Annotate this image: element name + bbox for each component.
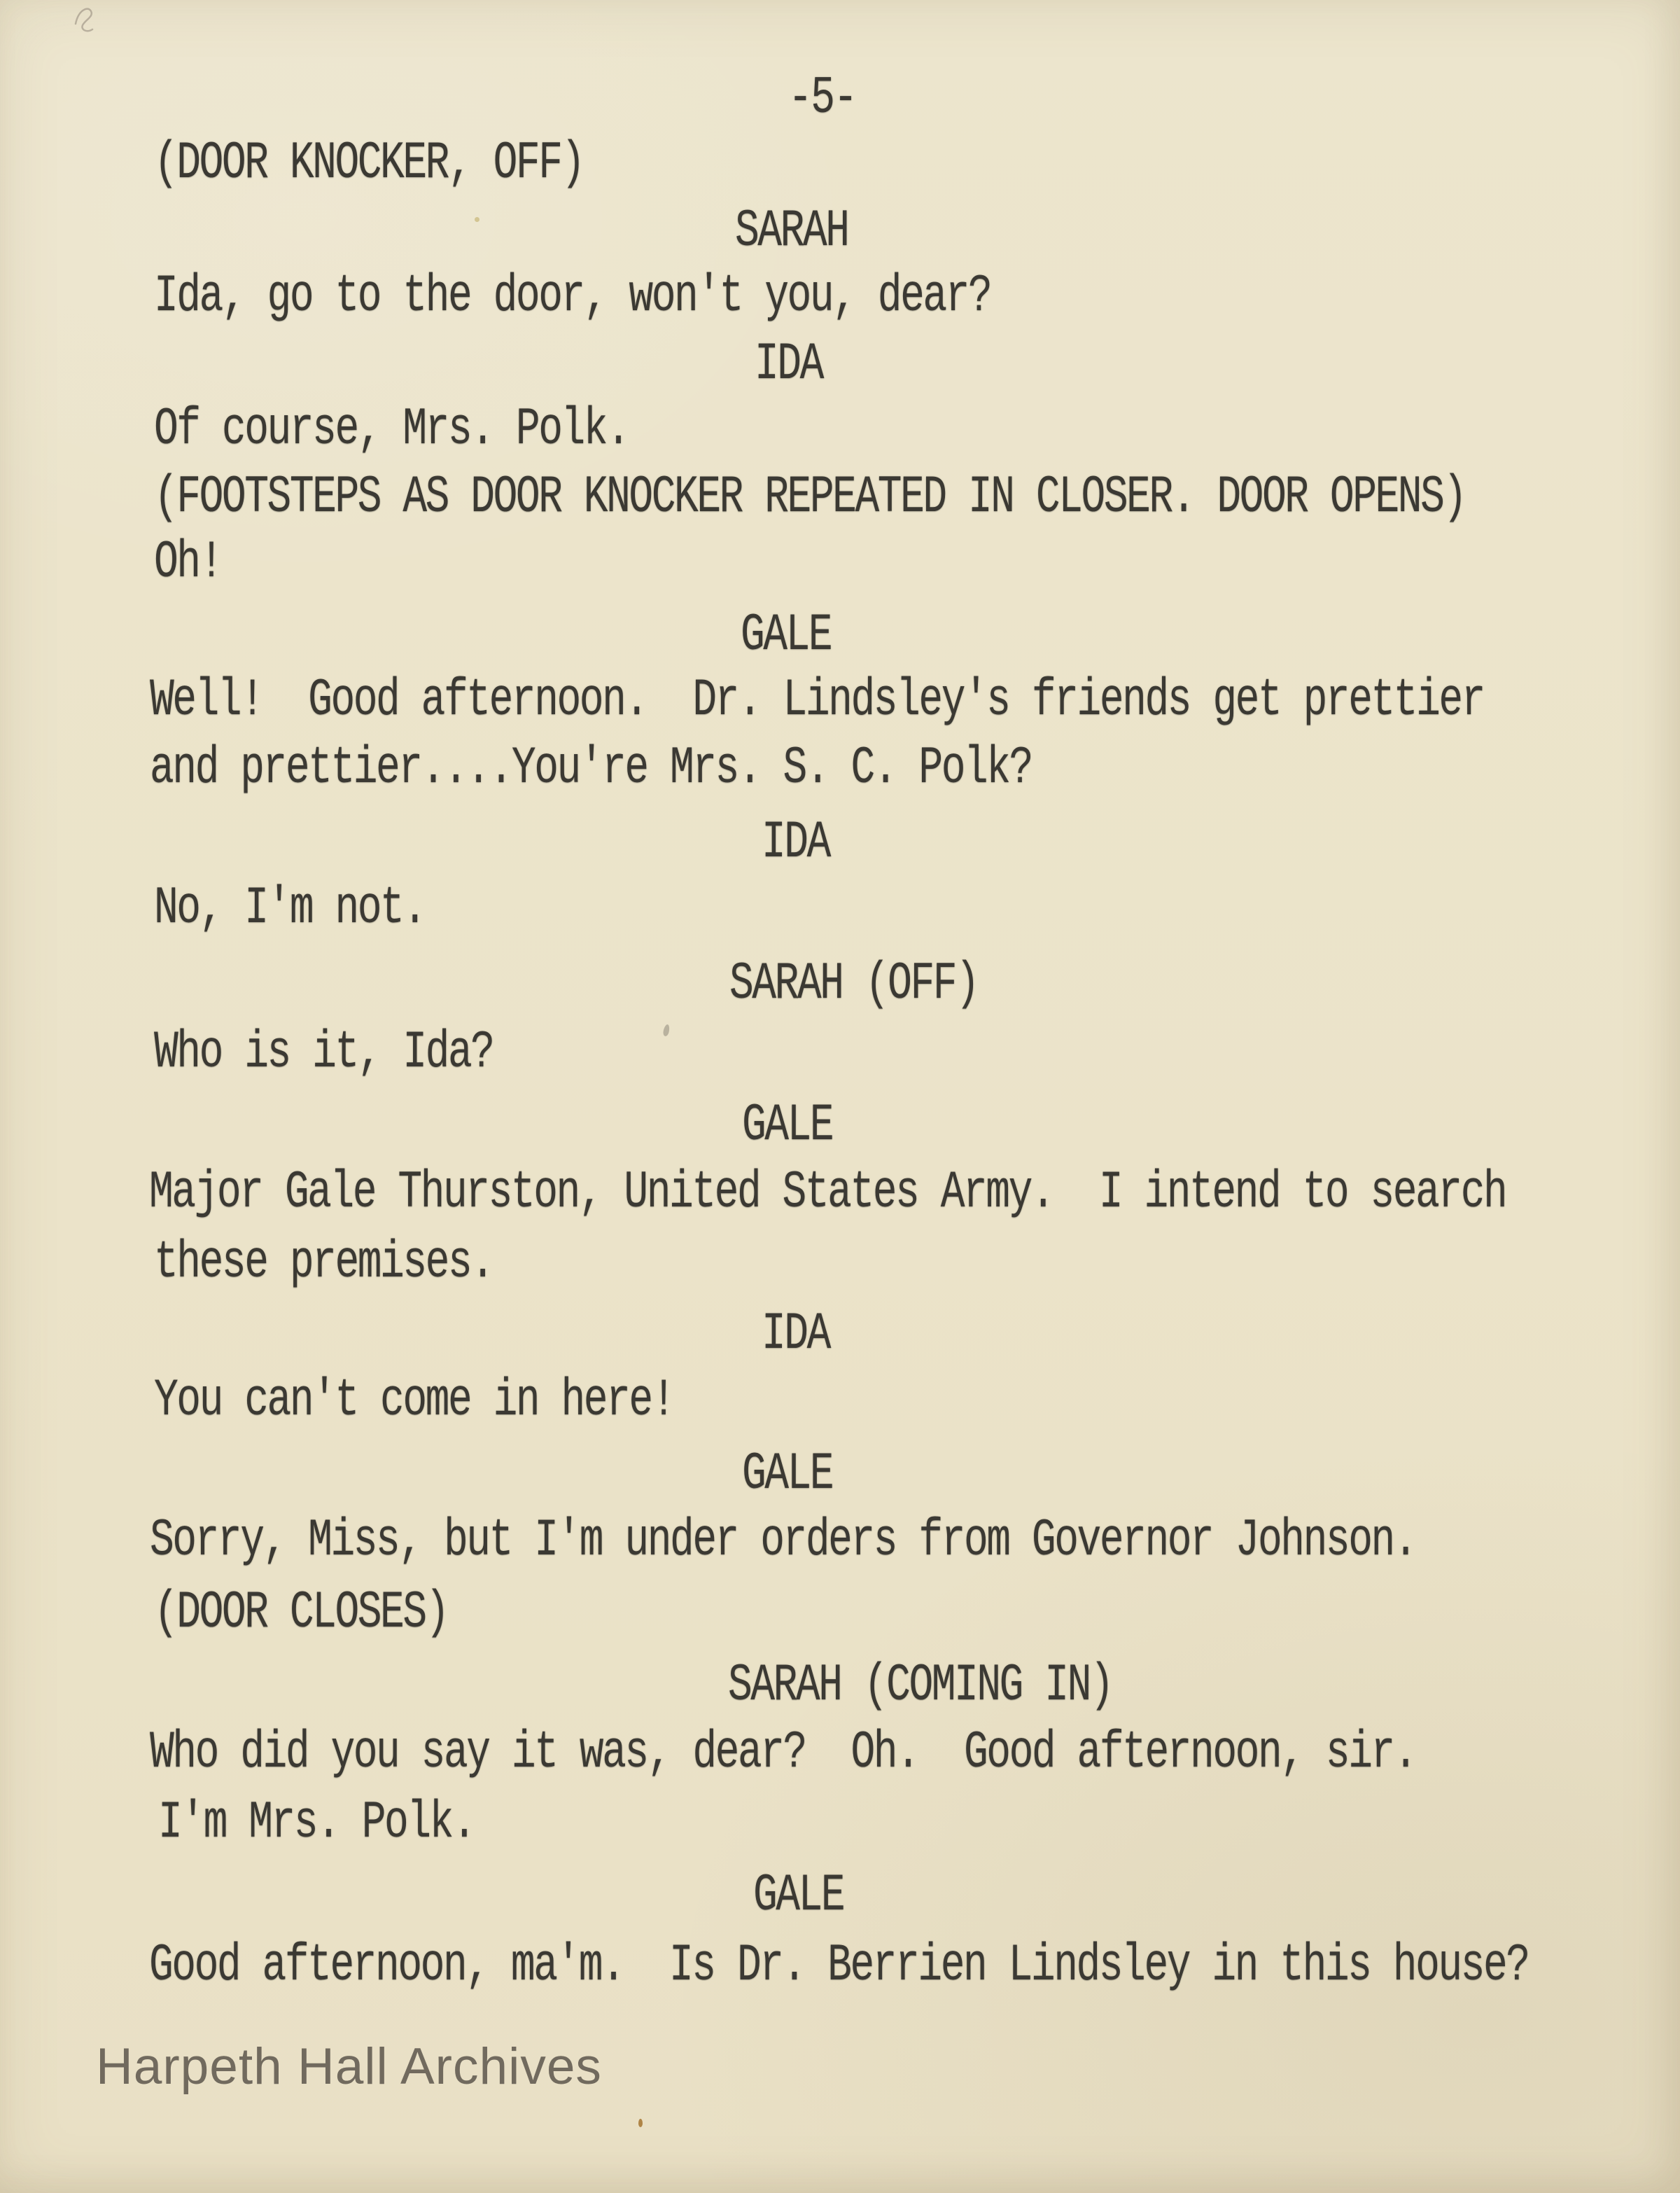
dialogue-line: I'm Mrs. Polk. bbox=[158, 1793, 475, 1853]
speaker-heading: SARAH (COMING IN) bbox=[728, 1656, 1113, 1716]
dialogue-line: Good afternoon, ma'm. Is Dr. Berrien Lindsley in this house? bbox=[149, 1936, 1529, 1996]
dialogue-line: these premises. bbox=[154, 1233, 493, 1293]
stage-direction: (DOOR CLOSES) bbox=[154, 1583, 448, 1643]
speaker-heading: GALE bbox=[753, 1866, 844, 1926]
paper-speck bbox=[638, 2119, 643, 2127]
speaker-heading: SARAH bbox=[735, 202, 848, 262]
dialogue-line: Who did you say it was, dear? Oh. Good afternoon, sir. bbox=[150, 1723, 1417, 1783]
speaker-heading: IDA bbox=[755, 335, 822, 395]
paper-speck bbox=[475, 217, 479, 222]
dialogue-line: You can't come in here! bbox=[154, 1371, 675, 1431]
dialogue-line: Of course, Mrs. Polk. bbox=[154, 400, 629, 460]
speaker-heading: GALE bbox=[742, 1096, 833, 1156]
stage-direction: (DOOR KNOCKER, OFF) bbox=[154, 134, 584, 194]
dialogue-line: Ida, go to the door, won't you, dear? bbox=[154, 267, 991, 327]
speaker-heading: SARAH (OFF) bbox=[729, 954, 979, 1015]
dialogue-line: Who is it, Ida? bbox=[154, 1023, 493, 1083]
dialogue-line: Major Gale Thurston, United States Army. I intend to search bbox=[149, 1163, 1506, 1223]
dialogue-line: and prettier....You're Mrs. S. C. Polk? bbox=[150, 739, 1032, 799]
speaker-heading: IDA bbox=[762, 813, 830, 873]
dialogue-line: Well! Good afternoon. Dr. Lindsley's friends get prettier bbox=[150, 671, 1485, 731]
paper-stray-mark bbox=[662, 1024, 670, 1036]
dialogue-line: Oh! bbox=[154, 533, 222, 593]
speaker-heading: GALE bbox=[742, 1444, 833, 1505]
dialogue-line: Sorry, Miss, but I'm under orders from Governor Johnson. bbox=[150, 1511, 1417, 1571]
dialogue-line: No, I'm not. bbox=[154, 879, 426, 939]
stage-direction: (FOOTSTEPS AS DOOR KNOCKER REPEATED IN CLOSER. DOOR OPENS) bbox=[154, 468, 1466, 528]
pencil-squiggle bbox=[70, 1, 101, 35]
speaker-heading: IDA bbox=[762, 1304, 830, 1365]
watermark: Harpeth Hall Archives bbox=[96, 2038, 602, 2095]
speaker-heading: GALE bbox=[741, 606, 832, 666]
page-number: -5- bbox=[788, 69, 856, 129]
